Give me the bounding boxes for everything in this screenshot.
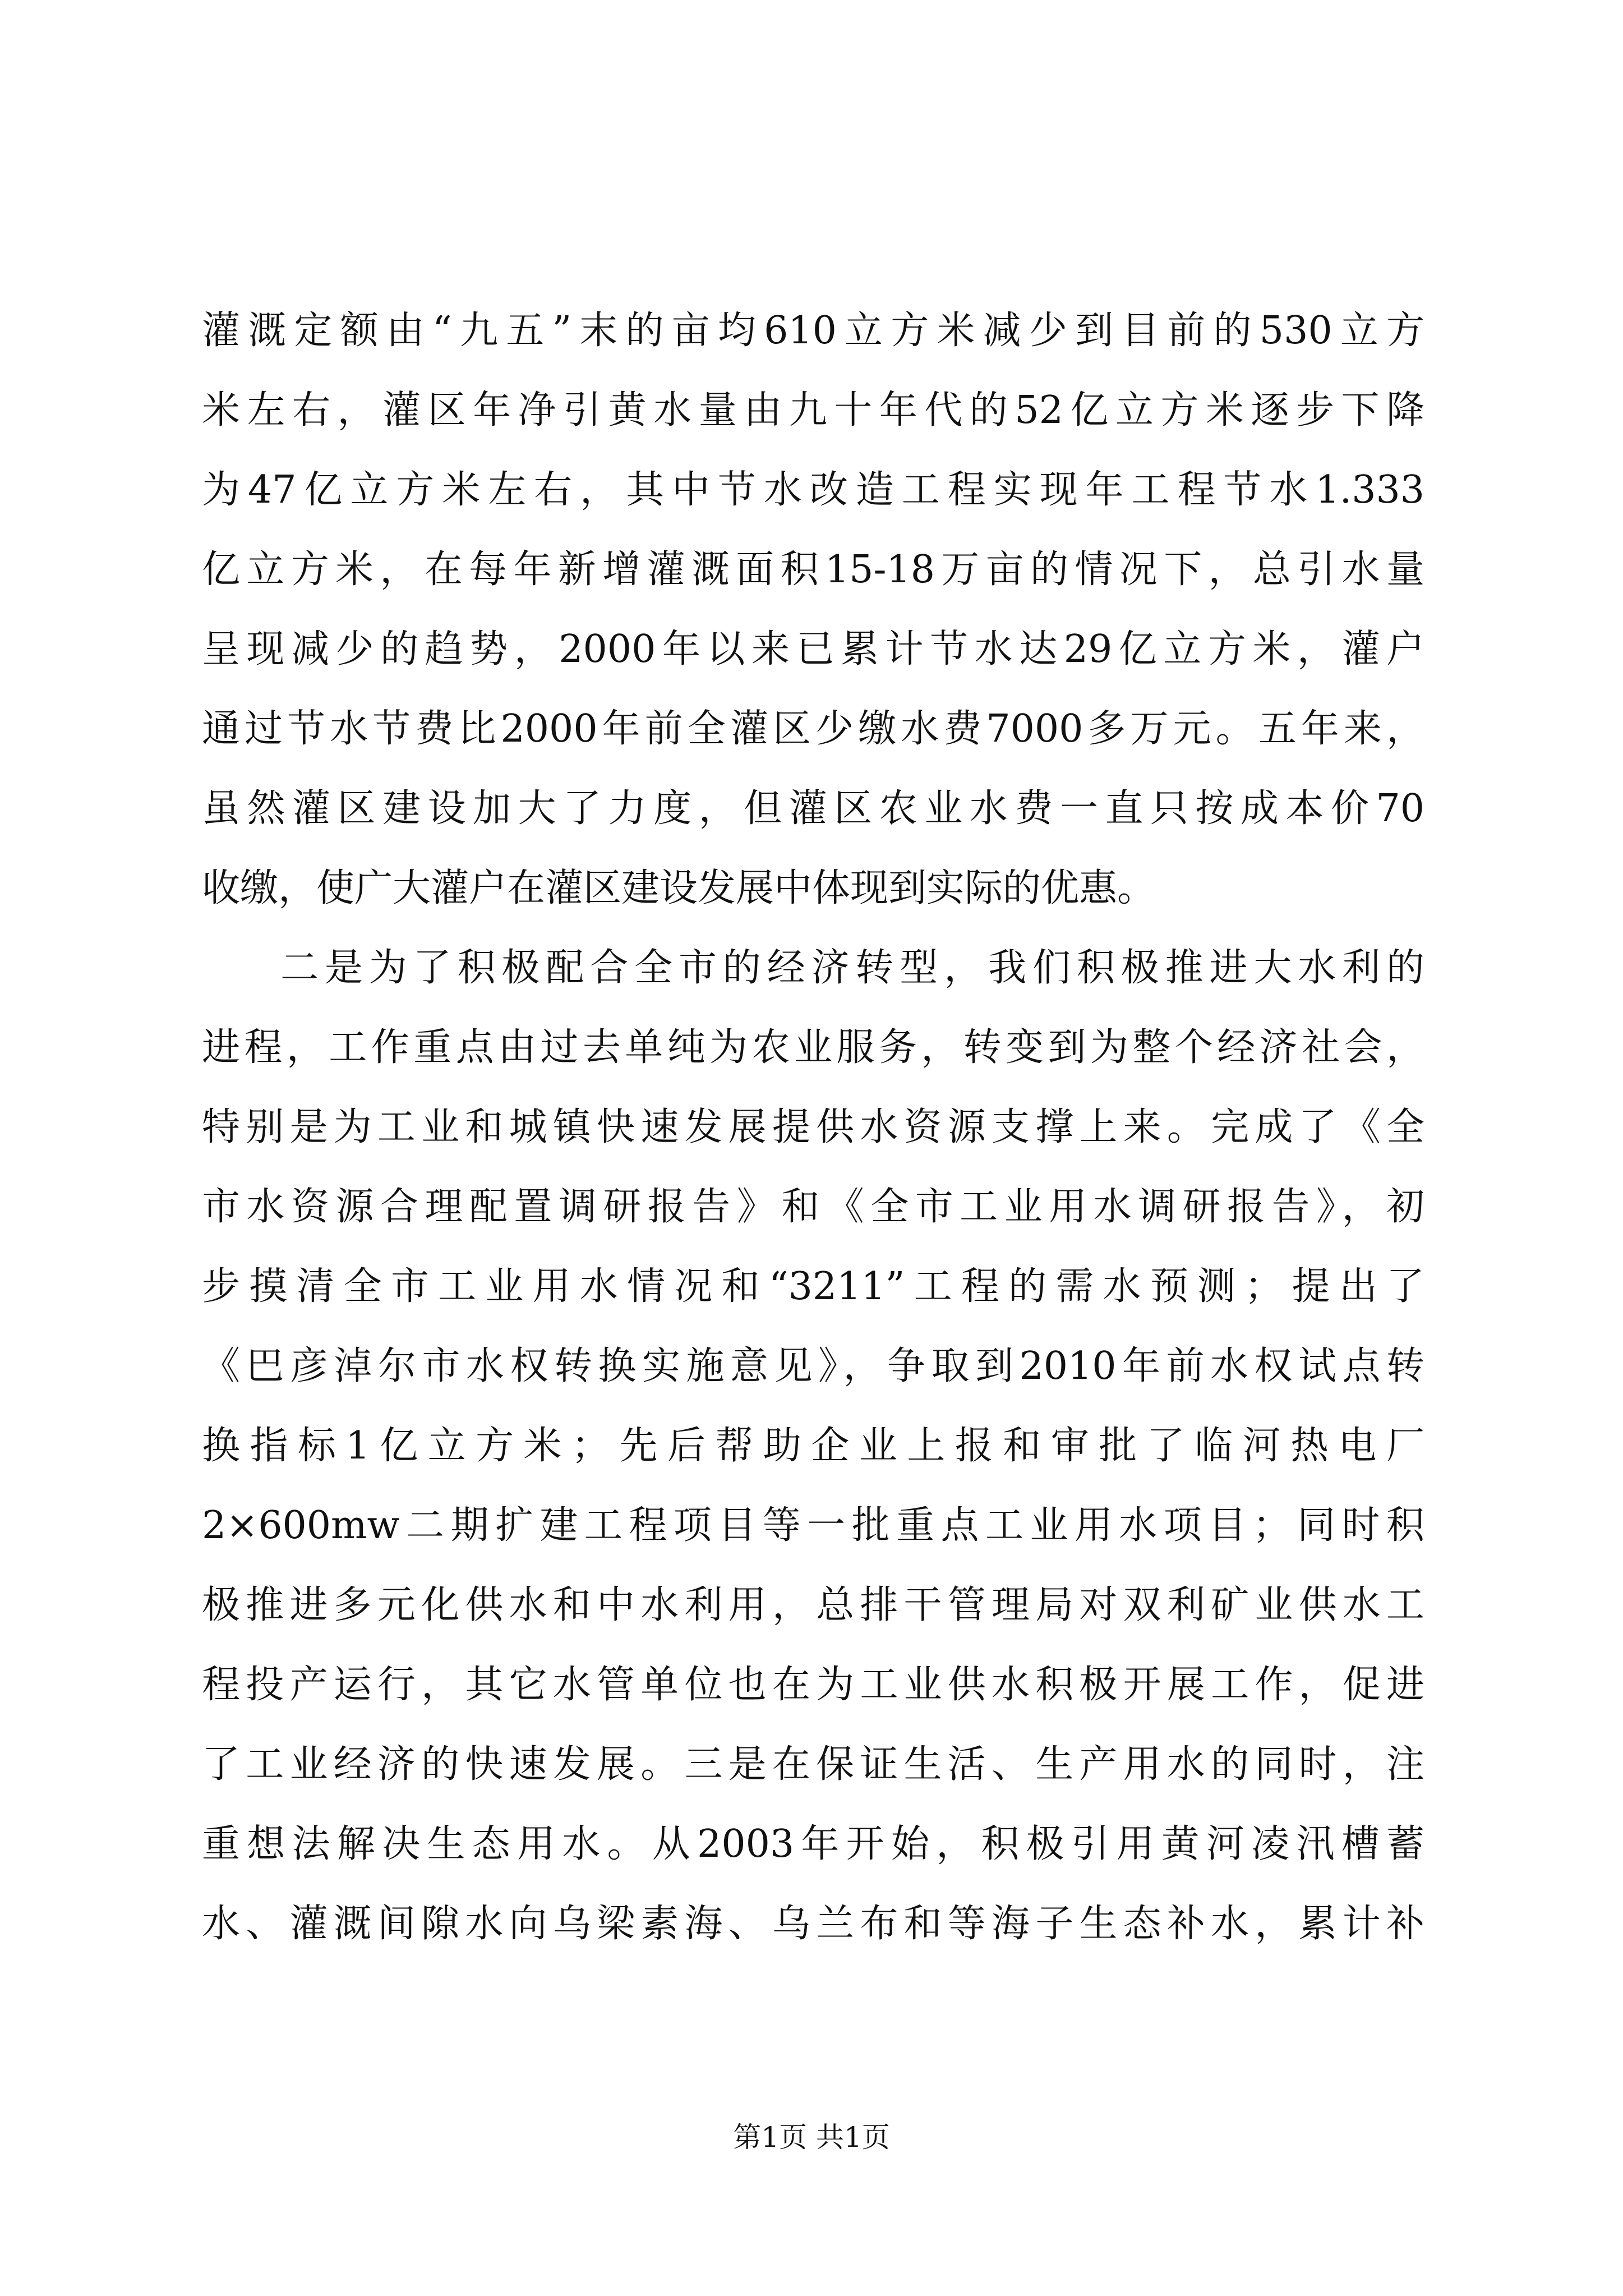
text-line: 米左右，灌区年净引黄水量由九十年代的52亿立方米逐步下降 [202, 388, 1424, 432]
text-line: 为47亿立方米左右，其中节水改造工程实现年工程节水1.333 [202, 468, 1424, 512]
text-line: 步摸清全市工业用水情况和“3211”工程的需水预测；提出了 [202, 1264, 1424, 1309]
text-line: 灌溉定额由“九五”末的亩均610立方米减少到目前的530立方 [202, 309, 1424, 353]
paragraph-start-line: 二是为了积极配合全市的经济转型，我们积极推进大水利的 [280, 946, 1424, 990]
text-line: 极推进多元化供水和中水利用，总排干管理局对双利矿业供水工 [202, 1583, 1424, 1627]
text-line: 《巴彦淖尔市水权转换实施意见》，争取到2010年前水权试点转 [202, 1344, 1424, 1388]
text-line: 重想法解决生态用水。从2003年开始，积极引用黄河凌汛槽蓄 [202, 1822, 1424, 1866]
text-line: 特别是为工业和城镇快速发展提供水资源支撑上来。完成了《全 [202, 1105, 1424, 1149]
text-line: 呈现减少的趋势，2000年以来已累计节水达29亿立方米，灌户 [202, 627, 1424, 671]
text-line: 了工业经济的快速发展。三是在保证生活、生产用水的同时，注 [202, 1742, 1424, 1787]
text-line: 换指标1亿立方米；先后帮助企业上报和审批了临河热电厂 [202, 1424, 1424, 1468]
text-line: 水、灌溉间隙水向乌梁素海、乌兰布和等海子生态补水，累计补 [202, 1902, 1424, 1946]
text-line: 通过节水节费比2000年前全灌区少缴水费7000多万元。五年来， [202, 707, 1424, 751]
text-line: 虽然灌区建设加大了力度，但灌区农业水费一直只按成本价70 [202, 786, 1424, 831]
text-line: 程投产运行，其它水管单位也在为工业供水积极开展工作，促进 [202, 1663, 1424, 1707]
page-footer: 第1页 共1页 [733, 2121, 890, 2154]
text-line: 2×600mw二期扩建工程项目等一批重点工业用水项目；同时积 [202, 1503, 1424, 1548]
text-line: 收缴，使广大灌户在灌区建设发展中体现到实际的优惠。 [202, 866, 1156, 910]
text-line: 亿立方米，在每年新增灌溉面积15-18万亩的情况下，总引水量 [202, 547, 1424, 592]
text-line: 进程，工作重点由过去单纯为农业服务，转变到为整个经济社会， [202, 1025, 1424, 1070]
text-line: 市水资源合理配置调研报告》和《全市工业用水调研报告》，初 [202, 1185, 1424, 1229]
